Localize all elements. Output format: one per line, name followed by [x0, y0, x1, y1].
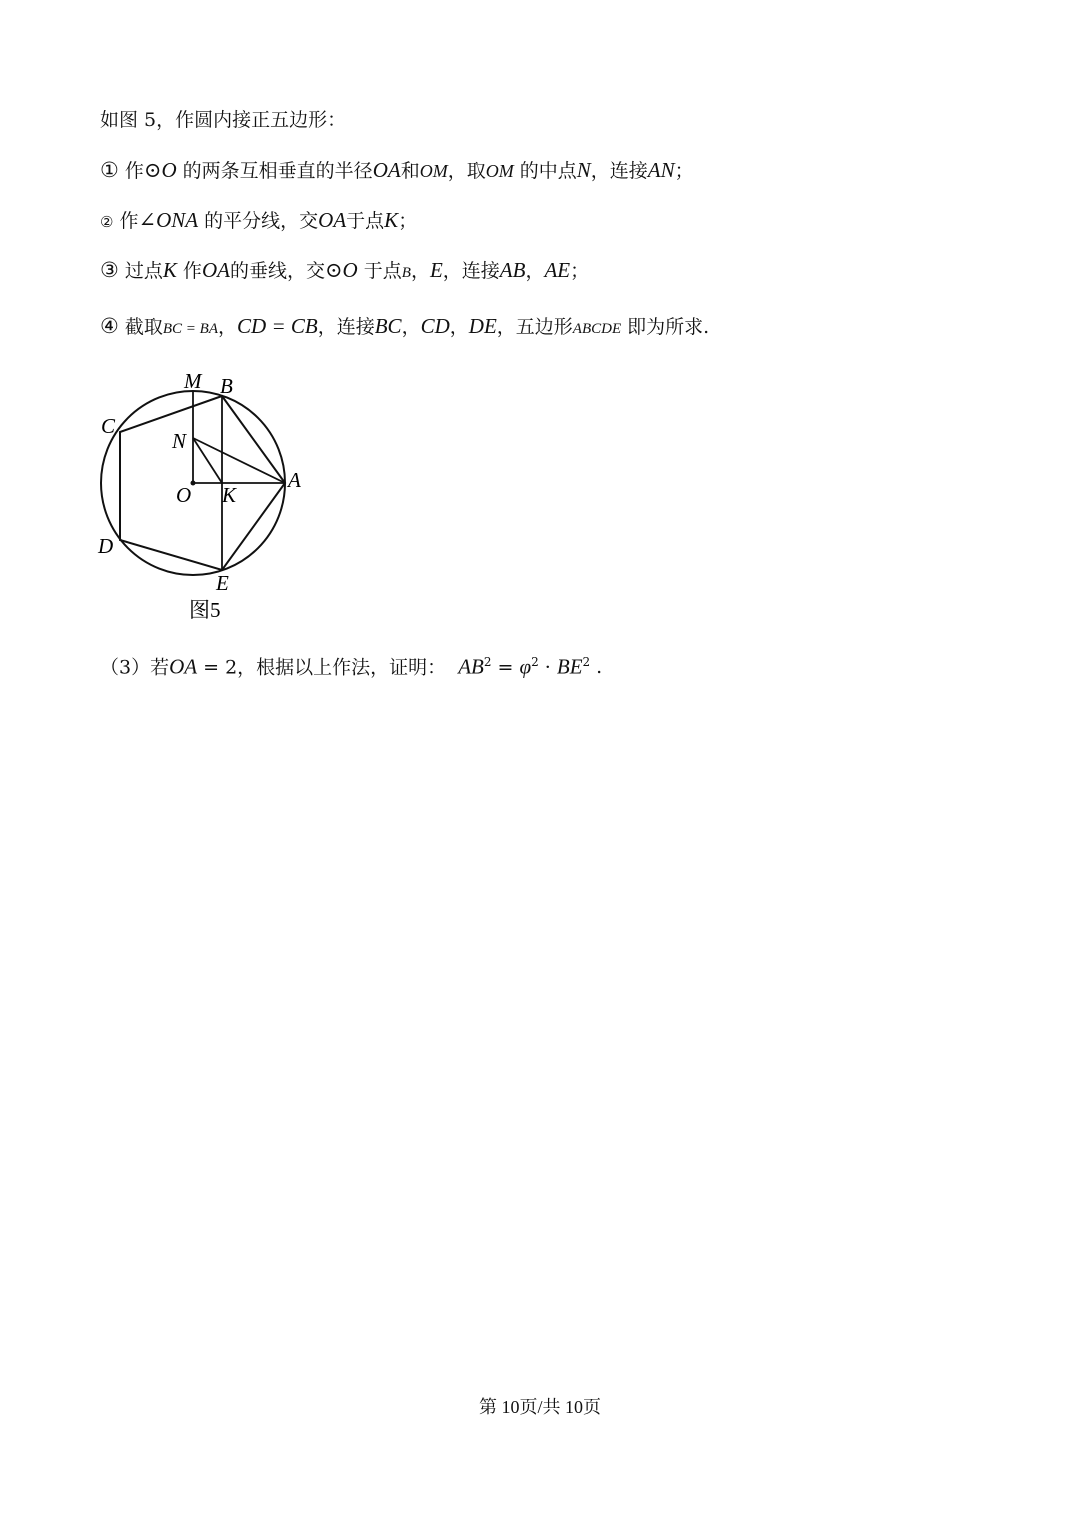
label-o: O — [176, 483, 192, 507]
label-b: B — [220, 374, 233, 398]
question-3: （3）若OA = 2，根据以上作法，证明： $AB^2 = \varphi^2 \cdot BE^2$ . — [100, 654, 603, 679]
label-c: C — [101, 414, 116, 438]
label-e: E — [216, 571, 229, 595]
label-a: A — [288, 468, 301, 492]
intro-text: 如图 5，作圆内接正五边形： — [100, 109, 347, 131]
label-k: K — [222, 483, 237, 507]
step-2: ② 作∠ONA 的平分线，交OA于点K； — [100, 208, 418, 232]
page-footer: 第 10页/共 10页 — [478, 1397, 601, 1417]
pentagon-figure — [90, 362, 320, 624]
figure-caption: 图5 — [189, 598, 221, 622]
step-1: ① 作⊙O 的两条互相垂直的半径OA和OM，取OM 的中点N，连接AN； — [100, 158, 694, 182]
label-m: M — [184, 369, 202, 393]
step-4: ④ 截取BC = BA，CD = CB，连接BC，CD，DE，五边形ABCDE 即为所求. — [100, 314, 710, 338]
center-point-o — [191, 481, 196, 486]
label-d: D — [98, 534, 114, 558]
step-3: ③ 过点K 作OA的垂线，交⊙O 于点B，E，连接AB，AE； — [100, 258, 590, 282]
label-n: N — [172, 429, 187, 453]
